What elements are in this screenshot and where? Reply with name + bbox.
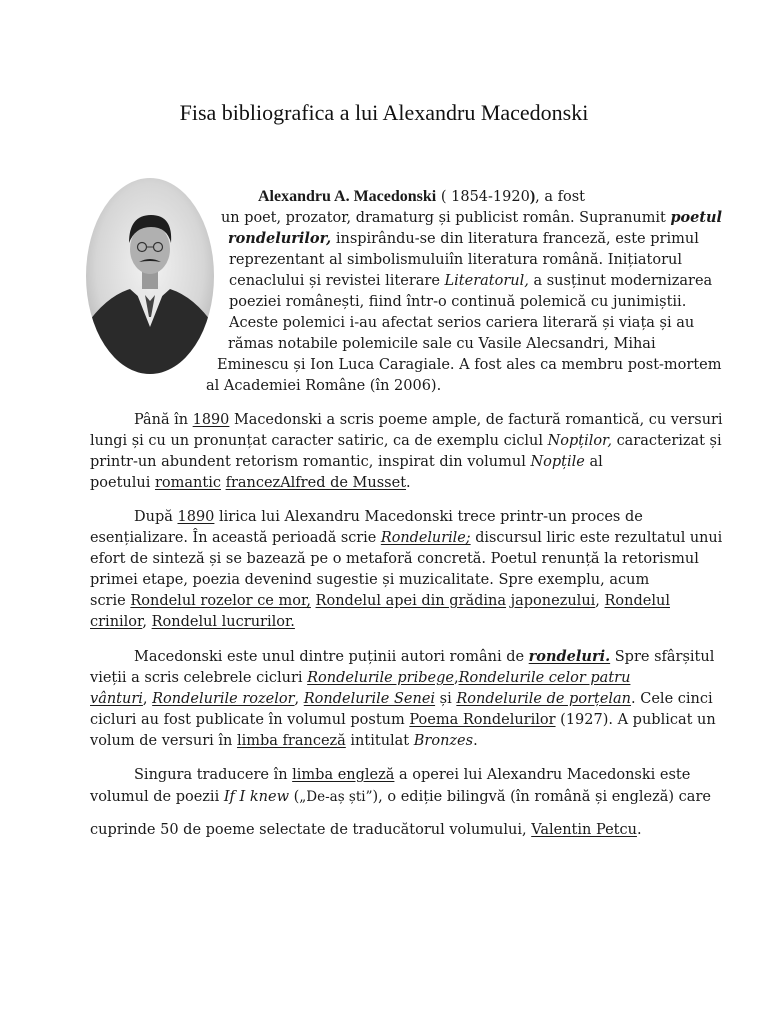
p4-text: intitulat [345, 733, 414, 749]
p5-line-3 [90, 820, 642, 840]
author-name: Alexandru A. Macedonski [258, 188, 437, 205]
p4-text: cicluri au fost publicate în volumul postum [90, 712, 410, 728]
link-rondelurile-senei[interactable]: Rondelurile Senei [303, 691, 436, 707]
p2-italic: Nopțile [530, 454, 585, 470]
intro-line-1 [258, 187, 585, 207]
p3-line-5 [90, 591, 670, 611]
p4-text: volum de versuri în [90, 733, 237, 749]
p3-text: După [134, 509, 178, 525]
link-rondeluri[interactable]: rondeluri. [528, 648, 611, 665]
p2-text: Până în [134, 412, 193, 428]
p4-line-3 [90, 689, 713, 709]
p5-text: ), o ediție bilingvă (în română și engleză) care [372, 789, 711, 805]
p2-line-4 [90, 473, 411, 493]
link-valentin-petcu[interactable]: Valentin Petcu [531, 822, 637, 838]
p3-line-4: primei etape, poezia devenind sugestie și muzicalitate. Spre exemplu, acum [90, 572, 650, 588]
p5-text: . [636, 822, 642, 838]
p2-line-1 [134, 410, 723, 430]
intro-emphasis: poetul [670, 209, 723, 226]
p5-quote: „De-aș ști” [299, 789, 373, 805]
p4-text: . Cele cinci [631, 691, 713, 707]
link-musset[interactable]: francezAlfred de Musset [225, 475, 407, 491]
link-limba-franceza[interactable]: limba franceză [236, 733, 346, 749]
link-rondelul-apei[interactable]: Rondelul apei din grădina [315, 593, 507, 609]
p2-line-2 [90, 431, 722, 451]
p5-line-2 [90, 787, 711, 807]
link-1890[interactable]: 1890 [177, 509, 215, 525]
intro-line-9: Eminescu și Ion Luca Caragiale. A fost ales ca membru post-mortem [217, 357, 722, 373]
link-japonezului[interactable]: japonezului [510, 593, 596, 609]
p5-line-1 [134, 765, 690, 785]
p3-text: lirica lui Alexandru Macedonski trece printr-un proces de [214, 509, 643, 525]
p5-italic: If I knew [223, 789, 289, 805]
p4-text: , [294, 691, 304, 707]
p2-text: printr-un abundent retorism romantic, inspirat din volumul [90, 454, 531, 470]
link-crinilor[interactable]: crinilor [90, 614, 143, 630]
intro-emphasis: rondelurilor, [228, 230, 332, 247]
p4-text: , [453, 670, 459, 686]
p2-text: lungi și cu un pronunțat caracter satiric, ca de exemplu ciclul [90, 433, 548, 449]
link-rondelul-crinilor[interactable]: Rondelul [604, 593, 670, 609]
intro-line-5 [229, 271, 712, 291]
p4-text: , [142, 691, 153, 707]
p3-text: discursul liric este rezultatul unui [470, 530, 723, 546]
intro-text: inspirându-se din literatura franceză, este primul [331, 231, 699, 247]
intro-text: un poet, prozator, dramaturg și publicist român. Supranumit [221, 210, 671, 226]
link-rondelurile-pribege[interactable]: Rondelurile pribege [307, 670, 454, 686]
p4-text: vieții a scris celebrele cicluri [90, 670, 308, 686]
intro-line-4: reprezentant al simbolismuluiîn literatura română. Inițiatorul [229, 252, 682, 268]
p3-text: scrie [90, 593, 131, 609]
document-title: Fisa bibliografica a lui Alexandru Macedonski [179, 100, 589, 125]
link-rondelul-rozelor[interactable]: Rondelul rozelor ce mor, [130, 593, 311, 609]
intro-text: cenaclului și revistei literare [229, 273, 445, 289]
intro-text: a susținut modernizarea [528, 273, 713, 289]
p4-text: Spre sfârșitul [610, 649, 715, 665]
link-rondelul-lucrurilor[interactable]: Rondelul lucrurilor. [151, 614, 295, 630]
intro-text: , a fost [535, 189, 585, 205]
intro-line-3 [228, 229, 699, 249]
p5-text: volumul de poezii [90, 789, 224, 805]
p5-text: ( [289, 789, 300, 805]
link-poema-rondelurilor[interactable]: Poema Rondelurilor [409, 712, 556, 728]
p5-text: cuprinde 50 de poeme selectate de traducătorul volumului, [90, 822, 532, 838]
dates-close: ) [529, 188, 536, 205]
link-romantic[interactable]: romantic [154, 475, 221, 491]
p4-text: . [473, 733, 478, 749]
intro-line-10: al Academiei Române (în 2006). [206, 378, 442, 394]
link-rondelurile-portelan[interactable]: Rondelurile de porțelan [456, 691, 632, 707]
p3-line-3: efort de sinteză și se bazează pe o metaforă concretă. Poetul renunță la retorismul [90, 551, 699, 567]
p3-line-2 [90, 528, 722, 548]
p2-text: . [406, 475, 411, 491]
p2-text: Macedonski a scris poeme ample, de factură romantică, cu versuri [229, 412, 723, 428]
author-dates: ( 1854-1920 [436, 189, 530, 205]
link-rondelurile[interactable]: Rondelurile; [380, 530, 471, 546]
p4-text: și [435, 691, 457, 707]
p4-text: (1927). A publicat un [555, 712, 716, 728]
intro-line-8: rămas notabile polemicile sale cu Vasile Alecsandri, Mihai [228, 336, 656, 352]
p4-line-2 [90, 668, 630, 688]
p3-line-1 [134, 507, 643, 527]
intro-line-6: poeziei românești, fiind într-o continuă polemică cu junimiștii. [229, 294, 687, 310]
p2-italic: Nopților, [547, 433, 612, 449]
p4-italic: Bronzes [413, 733, 474, 749]
p2-text: al [584, 454, 603, 470]
link-limba-engleza[interactable]: limba engleză [292, 767, 395, 783]
p4-line-5 [90, 731, 478, 751]
p5-text: a operei lui Alexandru Macedonski este [394, 767, 691, 783]
p3-text: , [142, 614, 152, 630]
p3-text: , [595, 593, 605, 609]
p4-line-1 [134, 647, 714, 667]
p2-line-3 [90, 452, 603, 472]
p4-line-4 [90, 710, 716, 730]
intro-italic: Literatorul, [444, 273, 529, 289]
p5-text: Singura traducere în [134, 767, 293, 783]
p2-text: poetului [90, 475, 155, 491]
link-vanturi[interactable]: vânturi [90, 691, 143, 707]
link-rondelurile-rozelor[interactable]: Rondelurile rozelor [152, 691, 295, 707]
p2-text: caracterizat și [611, 433, 722, 449]
intro-line-7: Aceste polemici i-au afectat serios cariera literară și viața și au [229, 315, 695, 331]
p3-text: esențializare. În această perioadă scrie [90, 530, 381, 546]
link-1890[interactable]: 1890 [192, 412, 230, 428]
link-rondelurile-celor-patru[interactable]: Rondelurile celor patru [458, 670, 631, 686]
p4-text: Macedonski este unul dintre puținii autori români de [134, 649, 529, 665]
intro-line-2 [221, 208, 722, 228]
author-portrait [85, 177, 215, 375]
p3-line-6 [90, 612, 295, 632]
